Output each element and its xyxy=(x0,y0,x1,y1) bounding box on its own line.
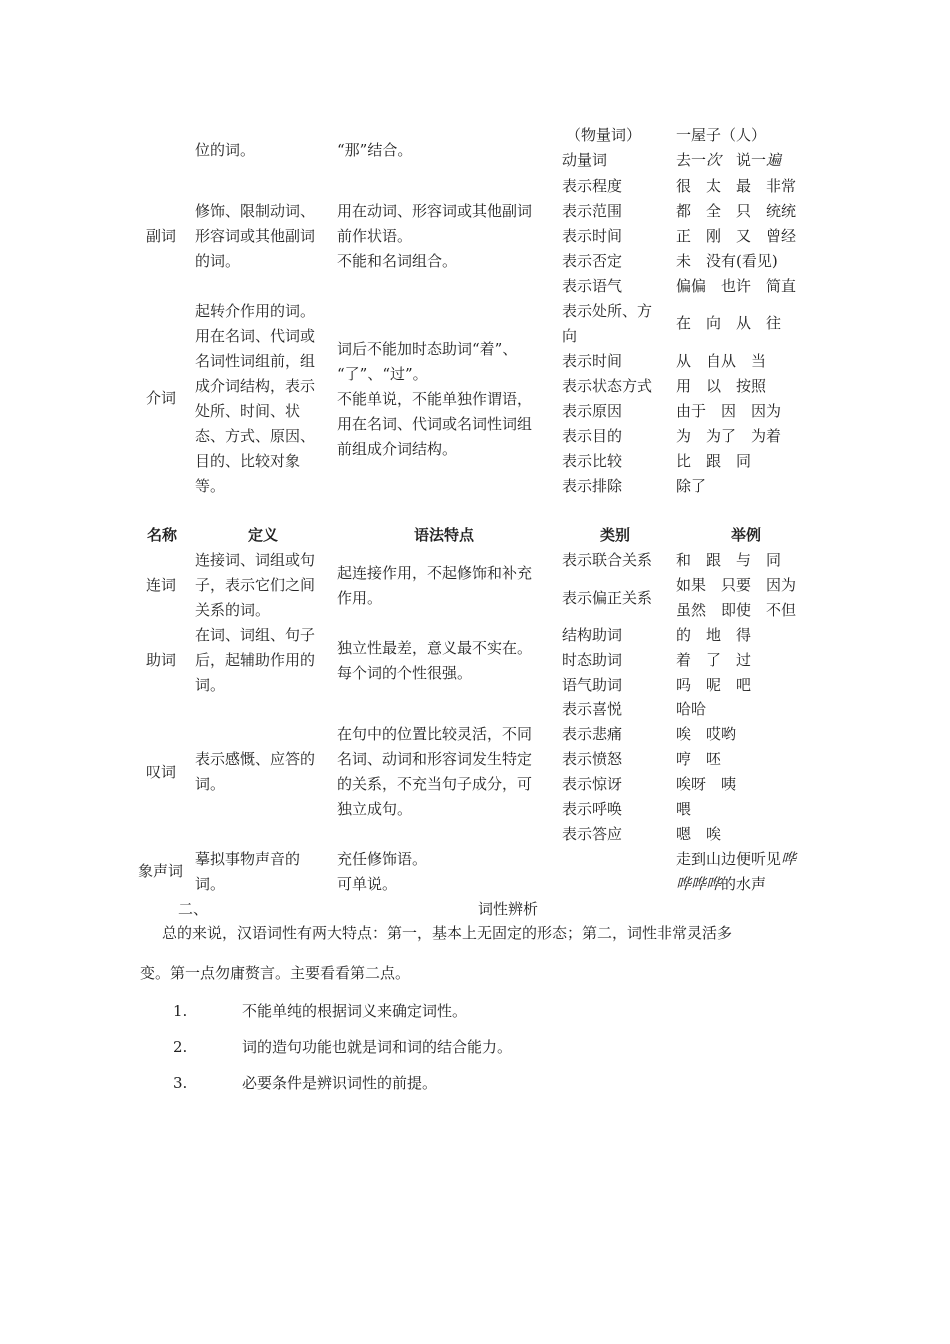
cat-line: 表示呼唤 xyxy=(562,800,623,818)
def-line: 在词、词组、句子 xyxy=(195,626,316,644)
example-line: 哗哗哗的水声 xyxy=(676,875,767,893)
cat-line: 表示时间 xyxy=(562,352,623,370)
def-line: 子，表示它们之间 xyxy=(195,576,316,594)
paragraph: 变。第一点勿庸赘言。主要看看第二点。 xyxy=(140,964,411,982)
cat-line: 向 xyxy=(562,327,578,345)
example-line: 哈哈 xyxy=(676,700,707,718)
def-line: 关系的词。 xyxy=(195,601,271,619)
def-line: 摹拟事物声音的 xyxy=(195,850,301,868)
cat-line: 表示范围 xyxy=(562,202,623,220)
example-line: 很 太 最 非常 xyxy=(676,177,797,195)
row-name: 副词 xyxy=(146,227,177,245)
cat-line: 时态助词 xyxy=(562,651,623,669)
gram-line: 前组成介词结构。 xyxy=(337,440,458,458)
gram-line: 充任修饰语。 xyxy=(337,850,428,868)
list-number: 3. xyxy=(173,1074,188,1092)
example-line: 吗 呢 吧 xyxy=(676,676,752,694)
example-line: 唉呀 咦 xyxy=(676,775,737,793)
cell-def-cont: 位的词。 xyxy=(195,141,256,159)
gram-line: 在句中的位置比较灵活，不同 xyxy=(337,725,533,743)
cat-line: 表示喜悦 xyxy=(562,700,623,718)
def-line: 处所、时间、状 xyxy=(195,402,301,420)
def-line: 目的、比较对象 xyxy=(195,452,301,470)
def-line: 成介词结构，表示 xyxy=(195,377,316,395)
gram-line: 用在动词、形容词或其他副词 xyxy=(337,202,533,220)
def-line: 的词。 xyxy=(195,252,241,270)
row-name: 连词 xyxy=(146,576,177,594)
gram-line: 用在名词、代词或名词性词组 xyxy=(337,415,533,433)
gram-line: 名词、动词和形容词发生特定 xyxy=(337,750,533,768)
section-number: 二、 xyxy=(178,900,209,918)
cell-example: 一屋子（人） xyxy=(676,126,767,144)
cat-line: 表示否定 xyxy=(562,252,623,270)
gram-line: 可单说。 xyxy=(337,875,398,893)
list-number: 1. xyxy=(173,1002,188,1020)
gram-line: 独立成句。 xyxy=(337,800,413,818)
gram-line: “了”、“过”。 xyxy=(337,365,428,383)
def-line: 名词性词组前，组 xyxy=(195,352,316,370)
example-line: 走到山边便听见哗 xyxy=(676,850,797,868)
example-line: 着 了 过 xyxy=(676,651,752,669)
cell-example: 去一次 说一遍 xyxy=(676,151,782,169)
example-line: 未 没有(看见) xyxy=(676,252,778,270)
cat-line: 表示程度 xyxy=(562,177,623,195)
row-name: 象声词 xyxy=(138,862,184,880)
header-grammar: 语法特点 xyxy=(414,526,475,544)
cat-line: 表示答应 xyxy=(562,825,623,843)
example-line: 的 地 得 xyxy=(676,626,752,644)
example-line: 除了 xyxy=(676,477,707,495)
def-line: 表示感慨、应答的 xyxy=(195,750,316,768)
cat-line: 表示联合关系 xyxy=(562,551,653,569)
cat-line: 表示原因 xyxy=(562,402,623,420)
cat-line: 表示目的 xyxy=(562,427,623,445)
example-line: 正 刚 又 曾经 xyxy=(676,227,797,245)
example-line: 都 全 只 统统 xyxy=(676,202,797,220)
def-line: 连接词、词组或句 xyxy=(195,551,316,569)
cat-line: 表示处所、方 xyxy=(562,302,653,320)
example-line: 嗯 唉 xyxy=(676,825,722,843)
header-example: 举例 xyxy=(731,526,762,544)
cat-line: 表示比较 xyxy=(562,452,623,470)
gram-line: 作用。 xyxy=(337,589,383,607)
example-line: 喂 xyxy=(676,800,692,818)
gram-line: 独立性最差，意义最不实在。 xyxy=(337,639,533,657)
example-line: 哼 呸 xyxy=(676,750,722,768)
example-line: 在 向 从 往 xyxy=(676,314,782,332)
def-line: 词。 xyxy=(195,775,226,793)
cat-line: 表示状态方式 xyxy=(562,377,653,395)
gram-line: 词后不能加时态助词“着”、 xyxy=(337,340,518,358)
cat-line: 语气助词 xyxy=(562,676,623,694)
example-line: 和 跟 与 同 xyxy=(676,551,782,569)
row-name: 介词 xyxy=(146,389,177,407)
def-line: 起转介作用的词。 xyxy=(195,302,316,320)
def-line: 用在名词、代词或 xyxy=(195,327,316,345)
cat-line: 表示语气 xyxy=(562,277,623,295)
gram-line: 的关系，不充当句子成分，可 xyxy=(337,775,533,793)
list-item: 不能单纯的根据词义来确定词性。 xyxy=(242,1002,468,1020)
def-line: 词。 xyxy=(195,676,226,694)
example-line: 虽然 即使 不但 xyxy=(676,601,797,619)
gram-line: 不能单说，不能单独作谓语， xyxy=(337,390,533,408)
cat-line: 表示偏正关系 xyxy=(562,589,653,607)
def-line: 词。 xyxy=(195,875,226,893)
cat-line: 表示时间 xyxy=(562,227,623,245)
gram-line: 每个词的个性很强。 xyxy=(337,664,473,682)
example-line: 用 以 按照 xyxy=(676,377,767,395)
cat-line: 表示排除 xyxy=(562,477,623,495)
def-line: 形容词或其他副词 xyxy=(195,227,316,245)
example-line: 比 跟 同 xyxy=(676,452,752,470)
example-line: 偏偏 也许 简直 xyxy=(676,277,797,295)
example-line: 由于 因 因为 xyxy=(676,402,782,420)
gram-line: 起连接作用，不起修饰和补充 xyxy=(337,564,533,582)
cell-gram-cont: “那”结合。 xyxy=(337,141,413,159)
cat-line: 结构助词 xyxy=(562,626,623,644)
def-line: 修饰、限制动词、 xyxy=(195,202,316,220)
example-line: 唉 哎哟 xyxy=(676,725,737,743)
example-line: 从 自从 当 xyxy=(676,352,767,370)
header-name: 名称 xyxy=(147,526,178,544)
paragraph: 总的来说，汉语词性有两大特点：第一，基本上无固定的形态；第二，词性非常灵活多 xyxy=(162,924,733,942)
cat-line: 表示悲痛 xyxy=(562,725,623,743)
example-line: 为 为了 为着 xyxy=(676,427,782,445)
row-name: 叹词 xyxy=(146,763,177,781)
def-line: 后，起辅助作用的 xyxy=(195,651,316,669)
list-number: 2. xyxy=(173,1038,188,1056)
gram-line: 不能和名词组合。 xyxy=(337,252,458,270)
gram-line: 前作状语。 xyxy=(337,227,413,245)
header-category: 类别 xyxy=(600,526,631,544)
def-line: 等。 xyxy=(195,477,226,495)
example-line: 如果 只要 因为 xyxy=(676,576,797,594)
cell-cat: 动量词 xyxy=(562,151,608,169)
def-line: 态、方式、原因、 xyxy=(195,427,316,445)
header-definition: 定义 xyxy=(248,526,279,544)
list-item: 词的造句功能也就是词和词的结合能力。 xyxy=(242,1038,513,1056)
row-name: 助词 xyxy=(146,651,177,669)
section-title: 词性辨析 xyxy=(478,900,539,918)
cat-line: 表示惊讶 xyxy=(562,775,623,793)
cell-cat: （物量词） xyxy=(566,126,642,144)
list-item: 必要条件是辨识词性的前提。 xyxy=(242,1074,438,1092)
cat-line: 表示愤怒 xyxy=(562,750,623,768)
